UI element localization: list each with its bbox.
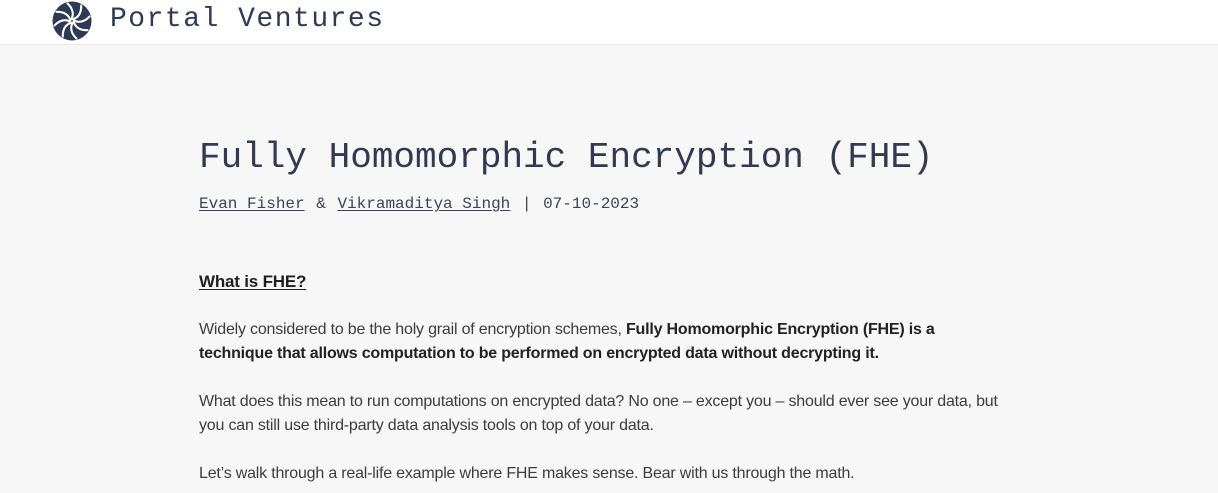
brand-home-link[interactable] <box>52 4 385 41</box>
page-title: Fully Homomorphic Encryption (FHE) <box>199 137 934 178</box>
author-link-vikramaditya-singh[interactable]: Vikramaditya Singh <box>337 195 511 213</box>
brand-name: Portal Ventures <box>110 3 385 35</box>
paragraph-1-normal-text: Widely considered to be the holy grail of encryption schemes, <box>199 321 626 338</box>
paragraph-1-bold-text: Fully Homomorphic Encryption (FHE) is a technique that allows computation to be performed on encrypted data without decrypting it. <box>199 321 935 362</box>
paragraph-1 <box>199 318 1011 366</box>
paragraph-3: Let’s walk through a real-life example where FHE makes sense. Bear with us through the math. <box>199 465 855 482</box>
post-date: 07-10-2023 <box>543 195 640 213</box>
article <box>0 45 1218 486</box>
section-heading-what-is-fhe: What is FHE? <box>199 272 307 291</box>
author-link-evan-fisher[interactable]: Evan Fisher <box>199 195 305 213</box>
site-header <box>0 0 1218 45</box>
swirl-logo-icon <box>52 1 92 41</box>
byline-divider: | <box>512 195 542 213</box>
article-body <box>199 318 1218 486</box>
paragraph-2: What does this mean to run computations on encrypted data? No one – except you – should ever see your data, but you can still use third-party data analysis tools on top of your data. <box>199 393 998 434</box>
byline-ampersand: & <box>306 195 336 213</box>
byline <box>199 195 1218 214</box>
